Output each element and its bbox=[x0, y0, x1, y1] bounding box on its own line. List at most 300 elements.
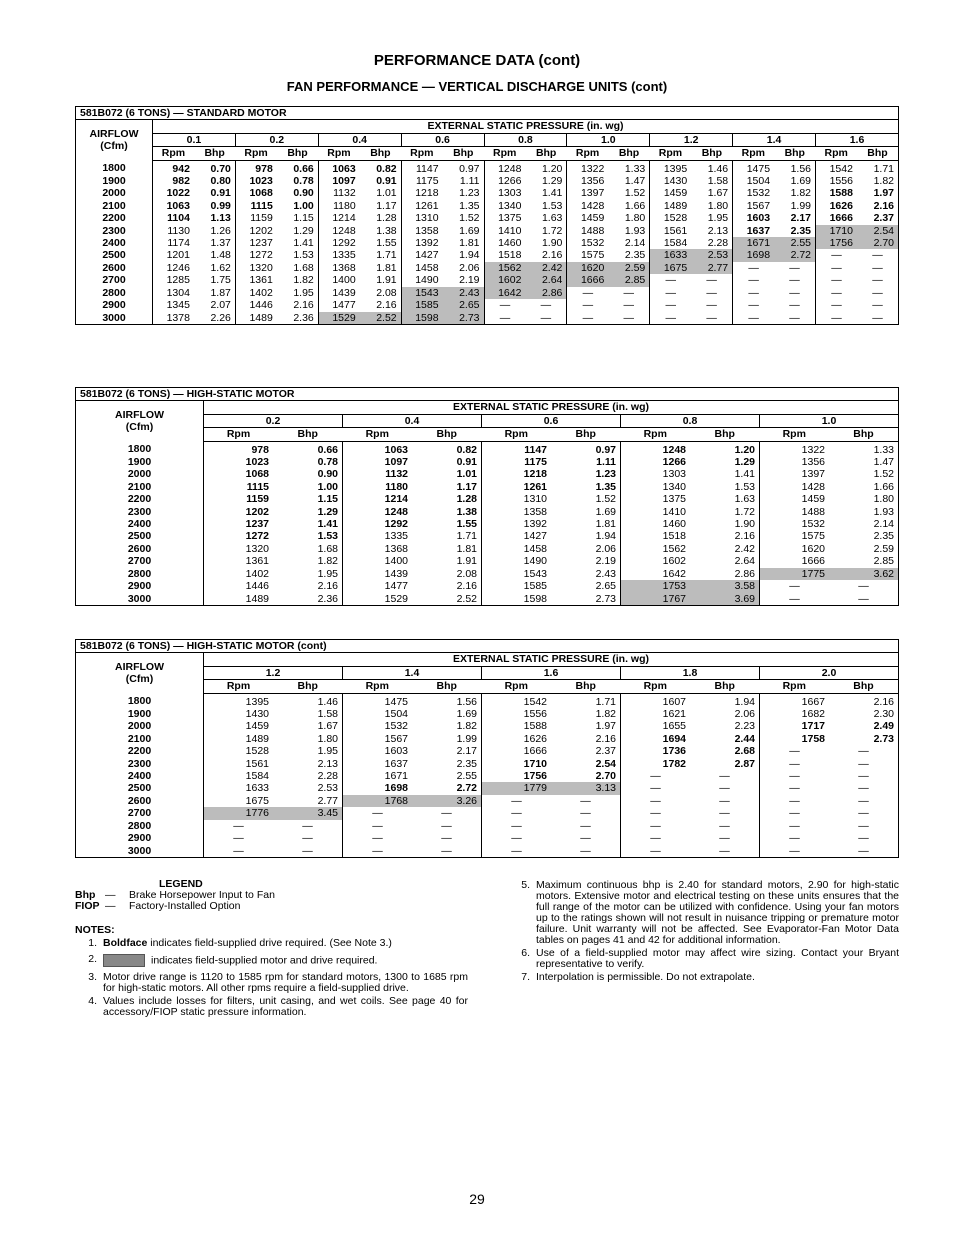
caption-row bbox=[76, 640, 899, 653]
bhp-cell: 1.68 bbox=[293, 261, 314, 274]
rpm-cell: 1427 bbox=[401, 249, 442, 261]
rpm-cell: — bbox=[650, 312, 691, 325]
bhp-cell: — bbox=[706, 299, 717, 312]
bhp-cell: 2.16 bbox=[293, 299, 314, 312]
bhp-header: Bhp bbox=[273, 680, 343, 693]
table-caption: 581B072 (6 TONS) — HIGH-STATIC MOTOR (cont) bbox=[76, 640, 899, 653]
rpm-cell: 1532 bbox=[733, 187, 774, 199]
rpm-cell: 1666 bbox=[816, 212, 857, 224]
rpm-cell: 1542 bbox=[482, 693, 552, 708]
bhp-cell: 1.93 bbox=[873, 505, 894, 518]
rpm-cell: 1490 bbox=[482, 555, 552, 567]
rpm-cell: 1655 bbox=[621, 720, 691, 732]
legend-dash: — bbox=[105, 889, 116, 901]
bhp-header: Bhp bbox=[690, 680, 760, 693]
rpm-cell: — bbox=[233, 844, 244, 857]
table-row bbox=[76, 708, 899, 720]
rpm-cell: — bbox=[650, 287, 691, 299]
bhp-cell: 3.69 bbox=[690, 593, 760, 606]
bhp-cell: 1.82 bbox=[595, 708, 616, 721]
rpm-cell: — bbox=[733, 262, 774, 274]
bhp-header: Bhp bbox=[608, 147, 649, 160]
bhp-cell: 2.36 bbox=[317, 592, 338, 605]
bhp-cell: 1.82 bbox=[456, 720, 477, 733]
bhp-cell: 2.73 bbox=[595, 592, 616, 605]
rpm-cell: — bbox=[567, 312, 608, 325]
rpm-cell: 1585 bbox=[401, 299, 442, 311]
rpm-cell: 1588 bbox=[816, 187, 857, 199]
bhp-cell: 0.82 bbox=[456, 443, 477, 456]
rpm-cell: — bbox=[760, 782, 830, 794]
bhp-cell: 1.90 bbox=[541, 237, 563, 250]
airflow-value: 3000 bbox=[76, 845, 204, 858]
pressure-header: 1.0 bbox=[760, 414, 899, 427]
rpm-cell: 1602 bbox=[621, 555, 691, 567]
rpm-cell: 1248 bbox=[343, 506, 413, 518]
rpm-cell: 1356 bbox=[567, 175, 608, 187]
bhp-cell: 2.16 bbox=[873, 199, 894, 212]
airflow-value: 2000 bbox=[76, 468, 204, 480]
bhp-cell: 1.99 bbox=[456, 732, 477, 745]
bhp-cell: 1.71 bbox=[873, 162, 894, 175]
rpm-header: Rpm bbox=[343, 680, 413, 693]
rpm-cell: 1159 bbox=[246, 493, 269, 506]
bhp-cell: 1.52 bbox=[624, 187, 646, 200]
rpm-cell: 1023 bbox=[235, 175, 276, 187]
rpm-cell: — bbox=[733, 312, 774, 325]
bhp-cell: — bbox=[858, 807, 869, 820]
note-number: 2. bbox=[88, 953, 97, 965]
airflow-value: 2500 bbox=[76, 782, 204, 794]
bhp-cell: 2.16 bbox=[541, 249, 563, 262]
rpm-cell: 1598 bbox=[482, 593, 552, 606]
bhp-header: Bhp bbox=[690, 428, 760, 441]
rpm-header: Rpm bbox=[482, 428, 552, 441]
airflow-value: 1800 bbox=[76, 693, 204, 708]
esp-header: EXTERNAL STATIC PRESSURE (in. wg) bbox=[204, 401, 899, 414]
rpm-cell: 1023 bbox=[245, 456, 269, 469]
rpm-header: Rpm bbox=[650, 147, 691, 160]
bhp-cell: 2.28 bbox=[317, 770, 338, 783]
rpm-cell: 1246 bbox=[166, 261, 190, 274]
esp-header: EXTERNAL STATIC PRESSURE (in. wg) bbox=[204, 653, 899, 666]
bhp-header: Bhp bbox=[360, 147, 401, 160]
rpm-cell: 1427 bbox=[482, 530, 552, 542]
bhp-cell: 2.19 bbox=[459, 274, 480, 287]
rpm-cell: 1261 bbox=[401, 200, 442, 212]
rpm-cell: 1115 bbox=[246, 480, 269, 493]
table-row bbox=[76, 720, 899, 732]
rpm-cell: — bbox=[816, 312, 857, 325]
rpm-cell: 1130 bbox=[167, 224, 190, 237]
table-row bbox=[76, 187, 899, 199]
airflow-value: 1900 bbox=[76, 175, 153, 187]
note-item bbox=[75, 938, 468, 949]
rpm-cell: 1575 bbox=[567, 249, 608, 261]
rpm-header: Rpm bbox=[401, 147, 442, 160]
bhp-cell: 1.20 bbox=[734, 443, 755, 456]
rpm-cell: 1598 bbox=[401, 312, 442, 325]
bhp-cell: 1.80 bbox=[317, 732, 338, 745]
bhp-cell: 2.35 bbox=[456, 757, 477, 770]
rpm-cell: 1345 bbox=[166, 299, 190, 312]
bhp-cell: 2.16 bbox=[873, 695, 894, 708]
bhp-cell: 1.52 bbox=[459, 212, 480, 225]
note-number: 7. bbox=[521, 971, 530, 983]
bhp-cell: 1.91 bbox=[456, 555, 477, 568]
bhp-cell: 1.23 bbox=[595, 468, 616, 481]
airflow-value: 2800 bbox=[76, 287, 153, 299]
bhp-cell: 2.85 bbox=[873, 555, 894, 568]
table-row bbox=[76, 807, 899, 819]
bhp-cell: 1.13 bbox=[210, 212, 231, 225]
rpm-cell: 1068 bbox=[235, 187, 276, 199]
rpm-cell: 1430 bbox=[650, 175, 691, 187]
rpm-cell: — bbox=[760, 845, 830, 858]
page-number: 29 bbox=[469, 1191, 485, 1207]
rpm-cell: 1626 bbox=[482, 733, 552, 745]
bhp-cell: — bbox=[858, 794, 869, 807]
pressure-header: 0.8 bbox=[621, 414, 760, 427]
bhp-cell: 2.73 bbox=[873, 732, 894, 745]
rpm-cell: 1446 bbox=[245, 580, 269, 593]
bhp-cell: 1.95 bbox=[317, 745, 338, 758]
bhp-cell: 2.44 bbox=[734, 732, 755, 745]
bhp-cell: 0.82 bbox=[376, 162, 397, 175]
bhp-cell: 0.99 bbox=[210, 199, 231, 212]
rpm-cell: 1756 bbox=[816, 237, 857, 249]
rpm-cell: — bbox=[482, 845, 552, 858]
airflow-value: 3000 bbox=[76, 312, 153, 325]
table-row bbox=[76, 175, 899, 187]
note-item bbox=[508, 880, 899, 946]
rpm-cell: 1561 bbox=[245, 757, 269, 770]
rpm-cell: 1588 bbox=[482, 720, 552, 732]
rpm-cell: — bbox=[816, 262, 857, 274]
note-text bbox=[103, 938, 468, 949]
rpm-cell: 1488 bbox=[567, 225, 608, 237]
bhp-cell: — bbox=[872, 249, 883, 262]
bhp-cell: 0.66 bbox=[293, 162, 314, 175]
bhp-cell: 0.70 bbox=[210, 162, 231, 175]
bhp-cell: 2.65 bbox=[443, 299, 484, 311]
bhp-cell: 1.37 bbox=[210, 237, 231, 250]
rpm-cell: — bbox=[621, 782, 691, 794]
rpm-cell: 1063 bbox=[318, 160, 359, 175]
bhp-cell: 1.71 bbox=[456, 530, 477, 543]
rpm-cell: 1428 bbox=[567, 200, 608, 212]
bhp-cell: 1.55 bbox=[456, 518, 477, 531]
rpm-cell: 1392 bbox=[401, 237, 442, 249]
note-number: 5. bbox=[521, 879, 530, 891]
high-static-motor-table bbox=[75, 387, 899, 606]
bhp-header: Bhp bbox=[551, 428, 621, 441]
table-caption: 581B072 (6 TONS) — HIGH-STATIC MOTOR bbox=[76, 388, 899, 401]
note-number: 3. bbox=[88, 971, 97, 983]
rpm-cell: 1285 bbox=[166, 274, 190, 287]
bhp-cell: 1.35 bbox=[459, 199, 480, 212]
airflow-value: 2000 bbox=[76, 187, 153, 199]
rpm-cell: 1459 bbox=[650, 187, 691, 199]
pressure-header: 0.6 bbox=[401, 133, 484, 146]
bhp-cell: 2.68 bbox=[734, 745, 755, 758]
rpm-cell: 1272 bbox=[245, 530, 269, 543]
legend-key: Bhp bbox=[75, 889, 96, 901]
bhp-cell: — bbox=[789, 286, 800, 299]
rpm-cell: 1477 bbox=[318, 299, 359, 311]
airflow-value: 2400 bbox=[76, 237, 153, 249]
bhp-cell: 1.69 bbox=[459, 224, 480, 237]
bhp-cell: 1.69 bbox=[595, 505, 616, 518]
bhp-cell: 1.81 bbox=[459, 237, 480, 250]
bhp-cell: 1.82 bbox=[790, 187, 811, 200]
bhp-cell: 2.28 bbox=[707, 237, 729, 250]
bhp-cell: 2.16 bbox=[595, 732, 616, 745]
note-item bbox=[75, 954, 468, 967]
bhp-cell: 1.62 bbox=[210, 261, 231, 274]
bhp-cell: 2.16 bbox=[734, 530, 755, 543]
rpm-cell: 1477 bbox=[343, 580, 413, 592]
note-item bbox=[508, 948, 899, 970]
bhp-cell: 2.72 bbox=[774, 249, 815, 261]
bhp-cell: — bbox=[441, 832, 452, 845]
bhp-cell: 1.35 bbox=[595, 480, 616, 493]
bhp-cell: 2.77 bbox=[317, 794, 338, 807]
rpm-header: Rpm bbox=[760, 428, 830, 441]
bhp-cell: 2.64 bbox=[734, 555, 755, 568]
rpm-cell: 1518 bbox=[621, 530, 691, 542]
rpm-cell: 1620 bbox=[567, 262, 608, 274]
rpm-cell: 1104 bbox=[167, 212, 190, 225]
rpm-cell: 1261 bbox=[482, 481, 552, 493]
pressure-header: 0.6 bbox=[482, 414, 621, 427]
bhp-cell: 2.70 bbox=[595, 770, 616, 783]
bhp-cell: — bbox=[858, 592, 869, 605]
pressure-header: 2.0 bbox=[760, 666, 899, 679]
bhp-cell: 1.01 bbox=[456, 468, 477, 481]
note-number: 4. bbox=[88, 995, 97, 1007]
rpm-cell: 1458 bbox=[482, 543, 552, 555]
table-row bbox=[76, 530, 899, 542]
rpm-cell: 1518 bbox=[484, 249, 525, 261]
bhp-cell: 1.17 bbox=[376, 199, 397, 212]
rpm-cell: — bbox=[343, 845, 413, 858]
airflow-value: 2500 bbox=[76, 530, 204, 542]
bhp-cell: 2.07 bbox=[210, 299, 231, 312]
bhp-cell: 1.81 bbox=[456, 542, 477, 555]
rpm-cell: 1567 bbox=[733, 200, 774, 212]
bhp-cell: 1.29 bbox=[293, 224, 314, 237]
rpm-cell: — bbox=[343, 820, 413, 832]
rpm-cell: 1097 bbox=[318, 175, 359, 187]
legend bbox=[75, 878, 475, 912]
bhp-cell: 2.52 bbox=[360, 312, 401, 325]
table-row bbox=[76, 693, 899, 708]
bhp-cell: 2.17 bbox=[790, 212, 811, 225]
high-static-motor-cont-table bbox=[75, 639, 899, 858]
bhp-cell: 3.26 bbox=[412, 795, 482, 807]
bhp-cell: 1.69 bbox=[456, 708, 477, 721]
bhp-cell: 1.46 bbox=[707, 162, 729, 175]
bhp-cell: — bbox=[719, 782, 730, 795]
rpm-cell: 1532 bbox=[760, 518, 830, 530]
bhp-cell: 2.16 bbox=[376, 299, 397, 312]
bhp-cell: 2.55 bbox=[774, 237, 815, 249]
bhp-cell: 2.42 bbox=[734, 542, 755, 555]
rpm-cell: 1361 bbox=[235, 274, 276, 286]
bhp-header: Bhp bbox=[443, 147, 484, 160]
rpm-cell: 1303 bbox=[621, 468, 691, 480]
rpm-cell: 1758 bbox=[760, 733, 830, 745]
bhp-cell: 2.23 bbox=[734, 720, 755, 733]
bhp-header: Bhp bbox=[412, 680, 482, 693]
rpm-cell: 1375 bbox=[484, 212, 525, 224]
bhp-cell: 1.20 bbox=[541, 162, 563, 175]
rpm-cell: 1460 bbox=[621, 518, 691, 530]
bhp-cell: 0.91 bbox=[376, 175, 397, 188]
airflow-header: AIRFLOW (Cfm) bbox=[76, 120, 153, 160]
rpm-cell: 1642 bbox=[484, 287, 525, 299]
rpm-cell: 1400 bbox=[318, 274, 359, 286]
legend-heading: LEGEND bbox=[159, 878, 203, 890]
bhp-cell: 1.94 bbox=[595, 530, 616, 543]
rpm-cell: 1710 bbox=[482, 758, 552, 770]
bhp-cell: — bbox=[872, 286, 883, 299]
notes-heading: NOTES: bbox=[75, 924, 115, 936]
bhp-cell: 2.53 bbox=[317, 782, 338, 795]
rpm-cell: 1439 bbox=[343, 568, 413, 580]
airflow-value: 2900 bbox=[76, 580, 204, 592]
bhp-cell: 0.80 bbox=[210, 175, 231, 188]
airflow-value: 2300 bbox=[76, 506, 204, 518]
table-row bbox=[76, 782, 899, 794]
bhp-cell: 2.70 bbox=[857, 237, 899, 249]
bhp-header: Bhp bbox=[525, 147, 566, 160]
rpm-cell: 1584 bbox=[650, 237, 691, 249]
bhp-cell: 1.56 bbox=[790, 162, 811, 175]
table-row bbox=[76, 287, 899, 299]
bhp-cell: — bbox=[858, 745, 869, 758]
table-row bbox=[76, 441, 899, 456]
bhp-cell: 1.58 bbox=[317, 708, 338, 721]
rpm-cell: — bbox=[760, 580, 830, 592]
bhp-cell: — bbox=[789, 274, 800, 287]
bhp-cell: 2.77 bbox=[691, 262, 732, 274]
bhp-cell: 2.35 bbox=[790, 224, 811, 237]
rpm-cell: — bbox=[567, 287, 608, 299]
rpm-cell: 1736 bbox=[621, 745, 691, 757]
rpm-cell: 1132 bbox=[343, 468, 413, 480]
rpm-cell: 1626 bbox=[816, 200, 857, 212]
pressure-header: 1.0 bbox=[567, 133, 650, 146]
rpm-cell: 1567 bbox=[343, 733, 413, 745]
bhp-cell: 1.26 bbox=[210, 224, 231, 237]
bhp-cell: 2.85 bbox=[608, 274, 649, 286]
rpm-cell: 1489 bbox=[235, 312, 276, 325]
bhp-cell: — bbox=[706, 311, 717, 324]
airflow-value: 2000 bbox=[76, 720, 204, 732]
caption-row bbox=[76, 388, 899, 401]
airflow-value: 2900 bbox=[76, 832, 204, 844]
bhp-cell: 1.90 bbox=[734, 518, 755, 531]
airflow-value: 2100 bbox=[76, 481, 204, 493]
bhp-cell: 1.71 bbox=[595, 695, 616, 708]
bhp-header: Bhp bbox=[412, 428, 482, 441]
rpm-cell: 1063 bbox=[343, 441, 413, 456]
legend-desc: Brake Horsepower Input to Fan bbox=[129, 889, 275, 901]
rpm-cell: 1320 bbox=[235, 262, 276, 274]
note-number: 6. bbox=[521, 947, 530, 959]
bhp-cell: — bbox=[302, 832, 313, 845]
airflow-value: 2800 bbox=[76, 568, 204, 580]
rpm-cell: 1532 bbox=[567, 237, 608, 249]
airflow-value: 2500 bbox=[76, 249, 153, 261]
bhp-cell: 1.81 bbox=[376, 261, 397, 274]
rpm-cell: 1682 bbox=[760, 708, 830, 720]
bhp-cell: 2.35 bbox=[624, 249, 646, 262]
rpm-cell: — bbox=[760, 795, 830, 807]
rpm-cell: 1303 bbox=[484, 187, 525, 199]
rpm-cell: 1475 bbox=[733, 160, 774, 175]
rpm-cell: — bbox=[760, 593, 830, 606]
rpm-cell: 1132 bbox=[318, 187, 359, 199]
rpm-cell: 1201 bbox=[166, 249, 190, 262]
bhp-cell: — bbox=[706, 274, 717, 287]
bhp-header: Bhp bbox=[277, 147, 318, 160]
bhp-cell: 1.87 bbox=[210, 286, 231, 299]
bhp-cell: 1.17 bbox=[456, 480, 477, 493]
rpm-cell: — bbox=[816, 299, 857, 311]
bhp-cell: 1.01 bbox=[376, 187, 397, 200]
rpm-cell: 1202 bbox=[235, 225, 276, 237]
rpm-cell: 1633 bbox=[245, 782, 269, 795]
bhp-header: Bhp bbox=[857, 147, 899, 160]
note-text-rest: indicates field-supplied motor and drive required. bbox=[151, 954, 378, 967]
table-row bbox=[76, 212, 899, 224]
rpm-cell: 1459 bbox=[567, 212, 608, 224]
rpm-cell: 1322 bbox=[567, 160, 608, 175]
bhp-cell: 1.95 bbox=[707, 212, 729, 225]
bhp-cell: 1.15 bbox=[317, 493, 338, 506]
rpm-cell: — bbox=[760, 770, 830, 782]
rpm-cell: — bbox=[816, 249, 857, 261]
rpm-header: Rpm bbox=[204, 428, 274, 441]
rpm-cell: 978 bbox=[251, 443, 269, 456]
rpm-cell: — bbox=[621, 832, 691, 844]
bhp-cell: — bbox=[719, 832, 730, 845]
bhp-cell: 2.86 bbox=[525, 287, 566, 299]
bhp-cell: — bbox=[441, 819, 452, 832]
rpm-cell: — bbox=[733, 274, 774, 286]
bhp-cell: 2.30 bbox=[873, 708, 894, 721]
bhp-cell: 2.49 bbox=[873, 720, 894, 733]
pressure-row bbox=[76, 133, 899, 146]
bhp-cell: 2.13 bbox=[707, 224, 729, 237]
table-row bbox=[76, 481, 899, 493]
bhp-cell: — bbox=[872, 311, 883, 324]
table-caption: 581B072 (6 TONS) — STANDARD MOTOR bbox=[76, 107, 899, 120]
bhp-cell: 1.53 bbox=[293, 249, 314, 262]
bhp-cell: — bbox=[789, 261, 800, 274]
rpm-cell: 1214 bbox=[343, 493, 413, 505]
bhp-cell: 1.29 bbox=[734, 456, 755, 469]
table-row bbox=[76, 200, 899, 212]
bhp-cell: 1.72 bbox=[734, 505, 755, 518]
bhp-cell: 1.94 bbox=[459, 249, 480, 262]
bhp-cell: 1.95 bbox=[293, 286, 314, 299]
airflow-value: 2400 bbox=[76, 518, 204, 530]
bhp-cell: 2.14 bbox=[873, 518, 894, 531]
